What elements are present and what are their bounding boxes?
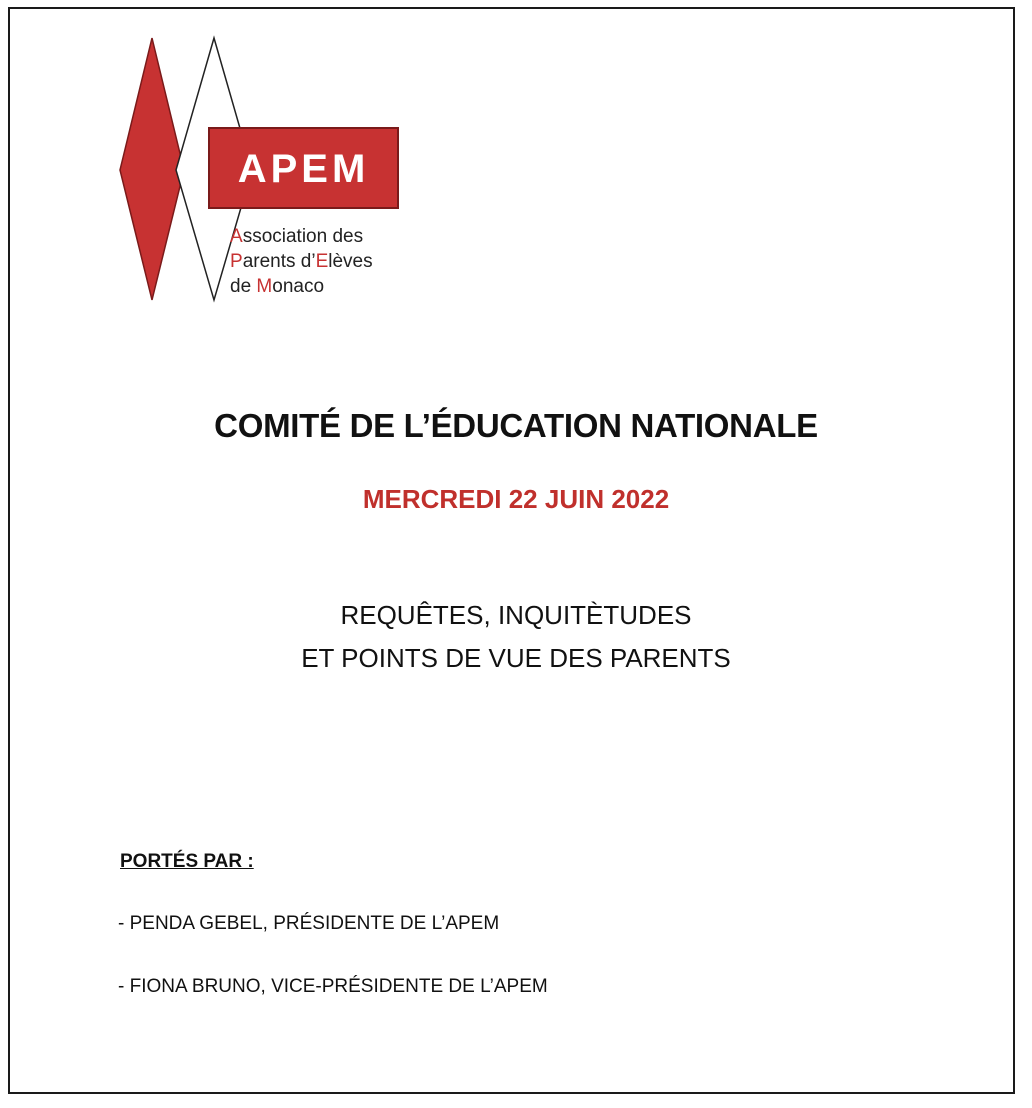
document-subtitle	[0, 594, 1032, 680]
line-2-text-end: lèves	[328, 251, 373, 272]
line-3-prefix: de	[230, 276, 257, 297]
subtitle-line-1: REQUÊTES, INQUITÈTUDES	[340, 600, 692, 630]
line-2-text: arents d’	[242, 251, 316, 272]
initial-a: A	[230, 226, 243, 247]
initial-m: M	[256, 276, 273, 297]
carried-by-heading: PORTÉS PAR :	[120, 851, 254, 872]
line-1-text: ssociation des	[242, 226, 364, 247]
association-line-1	[230, 224, 373, 249]
document-title: COMITÉ DE L’ÉDUCATION NATIONALE	[214, 407, 818, 444]
apem-badge	[208, 127, 399, 209]
association-name	[230, 224, 373, 299]
presenter-2: - FIONA BRUNO, VICE-PRÉSIDENTE DE L’APEM	[118, 976, 548, 997]
red-diamond-shape	[120, 38, 184, 300]
presenter-1: - PENDA GEBEL, PRÉSIDENTE DE L’APEM	[118, 913, 500, 934]
association-line-3	[230, 274, 373, 299]
subtitle-line-2: ET POINTS DE VUE DES PARENTS	[301, 643, 731, 673]
apem-acronym: APEM	[237, 147, 370, 191]
association-line-2	[230, 249, 373, 274]
meeting-date: MERCREDI 22 JUIN 2022	[362, 484, 670, 514]
line-3-text: onaco	[272, 276, 325, 297]
initial-e: E	[315, 251, 329, 272]
apem-logo	[110, 28, 420, 313]
initial-p: P	[230, 251, 243, 272]
